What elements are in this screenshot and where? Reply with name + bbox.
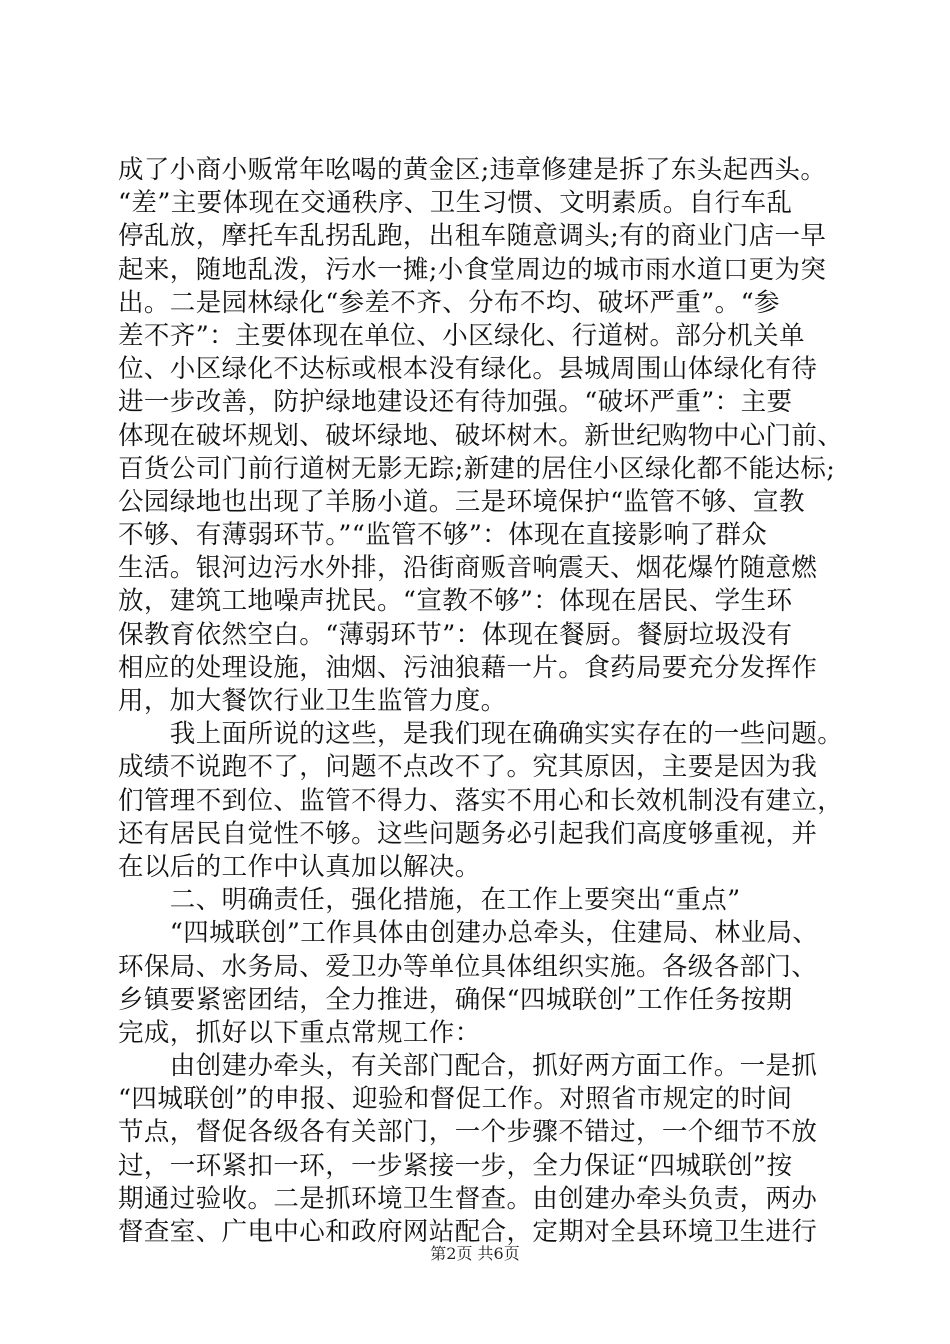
- text-line: 生活。银河边污水外排，沿街商贩音响震天、烟花爆竹随意燃: [118, 553, 818, 584]
- text-line: 出。二是园林绿化“参差不齐、分布不均、破坏严重”。“参: [118, 287, 780, 318]
- text-line: 进一步改善，防护绿地建设还有待加强。“破坏严重”：主要: [118, 387, 793, 418]
- text-line: 保教育依然空白。“薄弱环节”：体现在餐厨。餐厨垃圾没有: [118, 619, 793, 650]
- text-line: 由创建办牵头，有关部门配合，抓好两方面工作。一是抓: [118, 1051, 818, 1082]
- text-line: 环保局、水务局、爱卫办等单位具体组织实施。各级各部门、: [118, 951, 818, 982]
- text-line: 节点，督促各级各有关部门，一个步骤不错过，一个细节不放: [118, 1117, 818, 1148]
- text-line: 完成，抓好以下重点常规工作：: [118, 1017, 481, 1048]
- text-line: 不够、有薄弱环节。”“监管不够”：体现在直接影响了群众: [118, 520, 768, 551]
- text-line: 过，一环紧扣一环，一步紧接一步，全力保证“四城联创”按: [118, 1150, 793, 1181]
- text-line: “差”主要体现在交通秩序、卫生习惯、文明素质。自行车乱: [118, 188, 793, 219]
- text-line: 成绩不说跑不了，问题不点改不了。究其原因，主要是因为我: [118, 752, 818, 783]
- text-line: 期通过验收。二是抓环境卫生督查。由创建办牵头负责，两办: [118, 1183, 818, 1214]
- text-line: 百货公司门前行道树无影无踪;新建的居住小区绿化都不能达标;: [118, 453, 836, 484]
- text-line: 体现在破坏规划、破坏绿地、破坏树木。新世纪购物中心门前、: [118, 420, 844, 451]
- text-line: 二、明确责任，强化措施，在工作上要突出“重点”: [118, 885, 741, 916]
- document-body: [118, 154, 844, 1249]
- text-line: 乡镇要紧密团结，全力推进，确保“四城联创”工作任务按期: [118, 984, 793, 1015]
- text-line: 在以后的工作中认真加以解决。: [118, 851, 481, 882]
- text-line: 起来，随地乱泼，污水一摊;小食堂周边的城市雨水道口更为突: [118, 254, 827, 285]
- text-line: 们管理不到位、监管不得力、落实不用心和长效机制没有建立，: [118, 785, 844, 816]
- text-line: 位、小区绿化不达标或根本没有绿化。县城周围山体绿化有待: [118, 354, 818, 385]
- text-line: 停乱放，摩托车乱拐乱跑，出租车随意调头;有的商业门店一早: [118, 221, 827, 252]
- text-line: 相应的处理设施，油烟、污油狼藉一片。食药局要充分发挥作: [118, 652, 818, 683]
- text-line: 督查室、广电中心和政府网站配合，定期对全县环境卫生进行: [118, 1217, 818, 1247]
- text-line: 还有居民自觉性不够。这些问题务必引起我们高度够重视，并: [118, 818, 818, 849]
- text-line: “四城联创”的申报、迎验和督促工作。对照省市规定的时间: [118, 1084, 793, 1115]
- text-line: 公园绿地也出现了羊肠小道。三是环境保护“监管不够、宣教: [118, 486, 805, 517]
- text-line: 差不齐”：主要体现在单位、小区绿化、行道树。部分机关单: [118, 320, 805, 351]
- text-line: 我上面所说的这些，是我们现在确确实实存在的一些问题。: [118, 719, 844, 750]
- text-line: 用，加大餐饮行业卫生监管力度。: [118, 686, 507, 716]
- text-line: “四城联创”工作具体由创建办总牵头，住建局、林业局、: [118, 918, 819, 949]
- page-footer: 第2页 共6页: [430, 1244, 520, 1263]
- text-line: 成了小商小贩常年吆喝的黄金区;违章修建是拆了东头起西头。: [118, 155, 827, 185]
- text-line: 放，建筑工地噪声扰民。“宣教不够”：体现在居民、学生环: [118, 586, 793, 617]
